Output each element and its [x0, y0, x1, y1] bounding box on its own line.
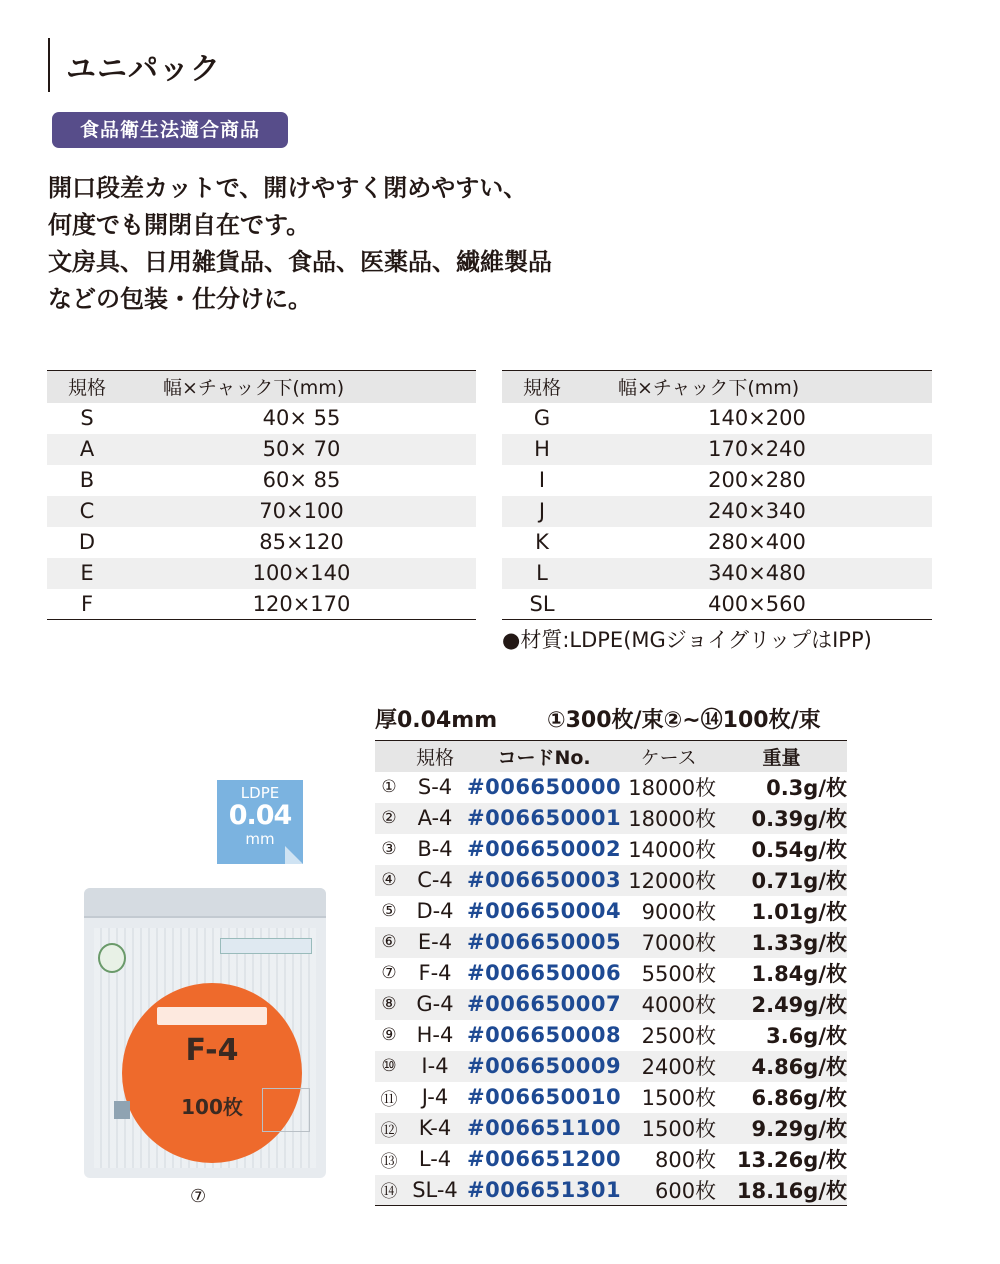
product-label-circle	[122, 983, 302, 1163]
spec-weight: 4.86g/枚	[716, 1051, 847, 1082]
spec-code: #006650010	[467, 1085, 622, 1109]
spec-table	[375, 740, 847, 1206]
spec-index: ⑩	[375, 1051, 403, 1082]
size-spec: H	[502, 434, 582, 465]
description-line: 開口段差カットで、開けやすく閉めやすい、	[48, 174, 528, 202]
product-code-on-label: F-4	[185, 1033, 239, 1068]
size-dimensions: 70×100	[127, 496, 476, 527]
size-dimensions: 60× 85	[262, 468, 341, 492]
spec-row	[375, 1020, 847, 1051]
spec-case: 2500枚	[641, 1024, 717, 1048]
spec-row	[375, 989, 847, 1020]
spec-index: ⑭	[375, 1175, 403, 1206]
spec-code: #006650005	[467, 927, 621, 958]
spec-case: 14000枚	[628, 838, 717, 862]
spec-code: #006650001	[467, 803, 621, 834]
spec-index: ⑫	[375, 1113, 403, 1144]
size-row	[502, 465, 932, 496]
spec-size: F-4	[418, 961, 452, 985]
spec-size: I-4	[403, 1051, 467, 1082]
size-row	[502, 527, 932, 558]
spec-index: ②	[375, 803, 403, 834]
size-dimensions: 200×280	[708, 468, 806, 492]
spec-weight: 0.54g/枚	[751, 838, 847, 862]
spec-case: 1500枚	[641, 1086, 717, 1110]
spec-row	[375, 772, 847, 803]
size-spec: F	[47, 589, 127, 620]
spec-row	[375, 865, 847, 896]
spec-case: 9000枚	[641, 900, 717, 924]
write-in-box	[262, 1088, 310, 1132]
spec-weight: 0.3g/枚	[766, 776, 847, 800]
size-spec: E	[47, 558, 127, 589]
description-line: などの包装・仕分けに。	[48, 285, 312, 313]
spec-row	[375, 896, 847, 927]
spec-index: ⑥	[375, 927, 403, 958]
spec-case: 1500枚	[621, 1113, 716, 1144]
spec-weight: 13.26g/枚	[736, 1148, 847, 1172]
size-row	[502, 403, 932, 434]
spec-code: #006651200	[467, 1147, 622, 1171]
title-accent-bar	[48, 38, 50, 92]
spec-row	[375, 1144, 847, 1175]
size-row	[47, 527, 476, 558]
spec-row	[375, 803, 847, 834]
size-table-header	[47, 371, 476, 403]
food-sanitation-badge: 食品衛生法適合商品	[52, 112, 288, 148]
spec-size: S-4	[417, 775, 453, 799]
spec-size: J-4	[421, 1085, 449, 1109]
size-spec: L	[502, 558, 582, 589]
spec-index: ④	[375, 865, 403, 896]
thickness-label: 厚0.04mm	[375, 708, 498, 733]
brand-logo	[157, 1007, 267, 1025]
spec-index: ⑧	[375, 989, 403, 1020]
spec-header-case: ケース	[621, 741, 716, 772]
size-table-header	[502, 371, 932, 403]
spec-size: A-4	[403, 803, 467, 834]
spec-weight: 1.01g/枚	[751, 900, 847, 924]
size-row	[47, 558, 476, 589]
size-spec: C	[47, 496, 127, 527]
spec-case: 600枚	[621, 1175, 716, 1206]
spec-row	[375, 1082, 847, 1113]
spec-weight: 3.6g/枚	[766, 1024, 847, 1048]
spec-code: #006650000	[467, 775, 622, 799]
spec-weight: 18.16g/枚	[716, 1175, 847, 1206]
size-row	[47, 434, 476, 465]
size-spec: S	[80, 406, 94, 430]
size-row	[502, 434, 932, 465]
spec-weight: 6.86g/枚	[751, 1086, 847, 1110]
spec-size: L-4	[418, 1147, 452, 1171]
size-row	[47, 496, 476, 527]
size-spec: J	[502, 496, 582, 527]
spec-table-header	[375, 741, 847, 772]
size-header-dimensions: 幅×チャック下(mm)	[582, 371, 932, 403]
size-dimensions: 40× 55	[262, 406, 341, 430]
spec-code: #006651301	[467, 1175, 621, 1206]
page-title: ユニパック	[66, 52, 221, 87]
spec-code: #006650002	[467, 837, 622, 861]
spec-size: H-4	[416, 1023, 454, 1047]
spec-size: SL-4	[403, 1175, 467, 1206]
spec-weight: 0.39g/枚	[716, 803, 847, 834]
description-line: 文房具、日用雑貨品、食品、医薬品、繊維製品	[48, 248, 552, 276]
size-dimensions: 240×340	[582, 496, 932, 527]
size-header-spec: 規格	[47, 371, 127, 403]
spec-index: ⑤	[381, 901, 397, 921]
size-row	[502, 496, 932, 527]
spec-index: ③	[381, 839, 397, 859]
size-row	[502, 558, 932, 589]
spec-size: B-4	[417, 837, 453, 861]
qr-code	[114, 1101, 130, 1119]
zipper-strip	[84, 888, 326, 918]
spec-row	[375, 958, 847, 989]
brand-tag	[220, 938, 312, 954]
spec-code: #006650006	[467, 961, 622, 985]
thickness-label-card	[217, 780, 303, 864]
spec-row	[375, 1113, 847, 1144]
product-photo	[84, 888, 326, 1178]
spec-header-index	[375, 741, 403, 772]
spec-index: ⑦	[381, 963, 397, 983]
spec-code: #006650008	[467, 1023, 622, 1047]
spec-index: ⑬	[380, 1151, 398, 1172]
spec-code: #006651100	[467, 1113, 621, 1144]
size-spec: K	[535, 530, 549, 554]
spec-code: #006650007	[467, 989, 621, 1020]
material-note: ●材質:LDPE(MGジョイグリップはIPP)	[502, 628, 872, 652]
product-count-on-label: 100枚	[181, 1095, 243, 1119]
spec-case: 18000枚	[628, 776, 717, 800]
spec-row	[375, 834, 847, 865]
size-dimensions: 140×200	[708, 406, 806, 430]
spec-header-code: コードNo.	[467, 741, 621, 772]
spec-case: 4000枚	[621, 989, 716, 1020]
size-dimensions: 85×120	[259, 530, 344, 554]
size-spec: A	[47, 434, 127, 465]
size-spec: D	[78, 530, 96, 554]
spec-index: ⑪	[380, 1089, 398, 1110]
spec-case: 7000枚	[621, 927, 716, 958]
spec-code: #006650009	[467, 1051, 621, 1082]
label-card-unit: mm	[245, 830, 275, 848]
size-dimensions: 50× 70	[127, 434, 476, 465]
spec-case: 800枚	[655, 1148, 717, 1172]
size-dimensions: 340×480	[582, 558, 932, 589]
size-spec: I	[538, 468, 546, 492]
spec-weight: 0.71g/枚	[716, 865, 847, 896]
label-card-thickness: 0.04	[228, 800, 292, 831]
size-row	[47, 403, 476, 434]
size-header-spec: 規格	[502, 371, 582, 403]
spec-weight: 9.29g/枚	[716, 1113, 847, 1144]
spec-row	[375, 927, 847, 958]
spec-size: G-4	[403, 989, 467, 1020]
bundle-label: ①300枚/束②~⑭100枚/束	[547, 708, 821, 733]
label-card-material: LDPE	[240, 784, 280, 802]
spec-row	[375, 1175, 847, 1206]
size-row	[47, 465, 476, 496]
spec-weight: 1.33g/枚	[716, 927, 847, 958]
product-description	[48, 170, 608, 318]
spec-case: 12000枚	[621, 865, 716, 896]
size-dimensions: 400×560	[582, 589, 932, 620]
size-spec: B	[79, 468, 95, 492]
spec-size: E-4	[403, 927, 467, 958]
size-spec: SL	[502, 589, 582, 620]
size-dimensions: 120×170	[127, 589, 476, 620]
size-dimensions: 100×140	[127, 558, 476, 589]
made-in-japan-stamp	[98, 943, 126, 973]
size-dimensions: 170×240	[582, 434, 932, 465]
folded-corner	[285, 846, 303, 864]
spec-size: K-4	[403, 1113, 467, 1144]
spec-header-weight: 重量	[716, 741, 847, 772]
spec-index: ⑨	[381, 1025, 397, 1045]
size-table-left	[47, 370, 476, 620]
spec-case: 2400枚	[621, 1051, 716, 1082]
size-dimensions: 280×400	[708, 530, 806, 554]
spec-header-size: 規格	[403, 741, 467, 772]
spec-size: C-4	[403, 865, 467, 896]
size-header-dimensions: 幅×チャック下(mm)	[127, 371, 476, 403]
spec-weight: 1.84g/枚	[751, 962, 847, 986]
spec-weight: 2.49g/枚	[716, 989, 847, 1020]
spec-index: ①	[381, 777, 397, 797]
size-row	[47, 589, 476, 620]
size-table-right	[502, 370, 932, 620]
spec-code: #006650004	[467, 899, 622, 923]
description-line: 何度でも開閉自在です。	[48, 211, 311, 239]
spec-row	[375, 1051, 847, 1082]
spec-code: #006650003	[467, 865, 621, 896]
spec-case: 5500枚	[641, 962, 717, 986]
spec-size: D-4	[416, 899, 454, 923]
photo-caption: ⑦	[190, 1186, 207, 1207]
size-row	[502, 589, 932, 620]
spec-case: 18000枚	[621, 803, 716, 834]
size-spec: G	[533, 406, 551, 430]
